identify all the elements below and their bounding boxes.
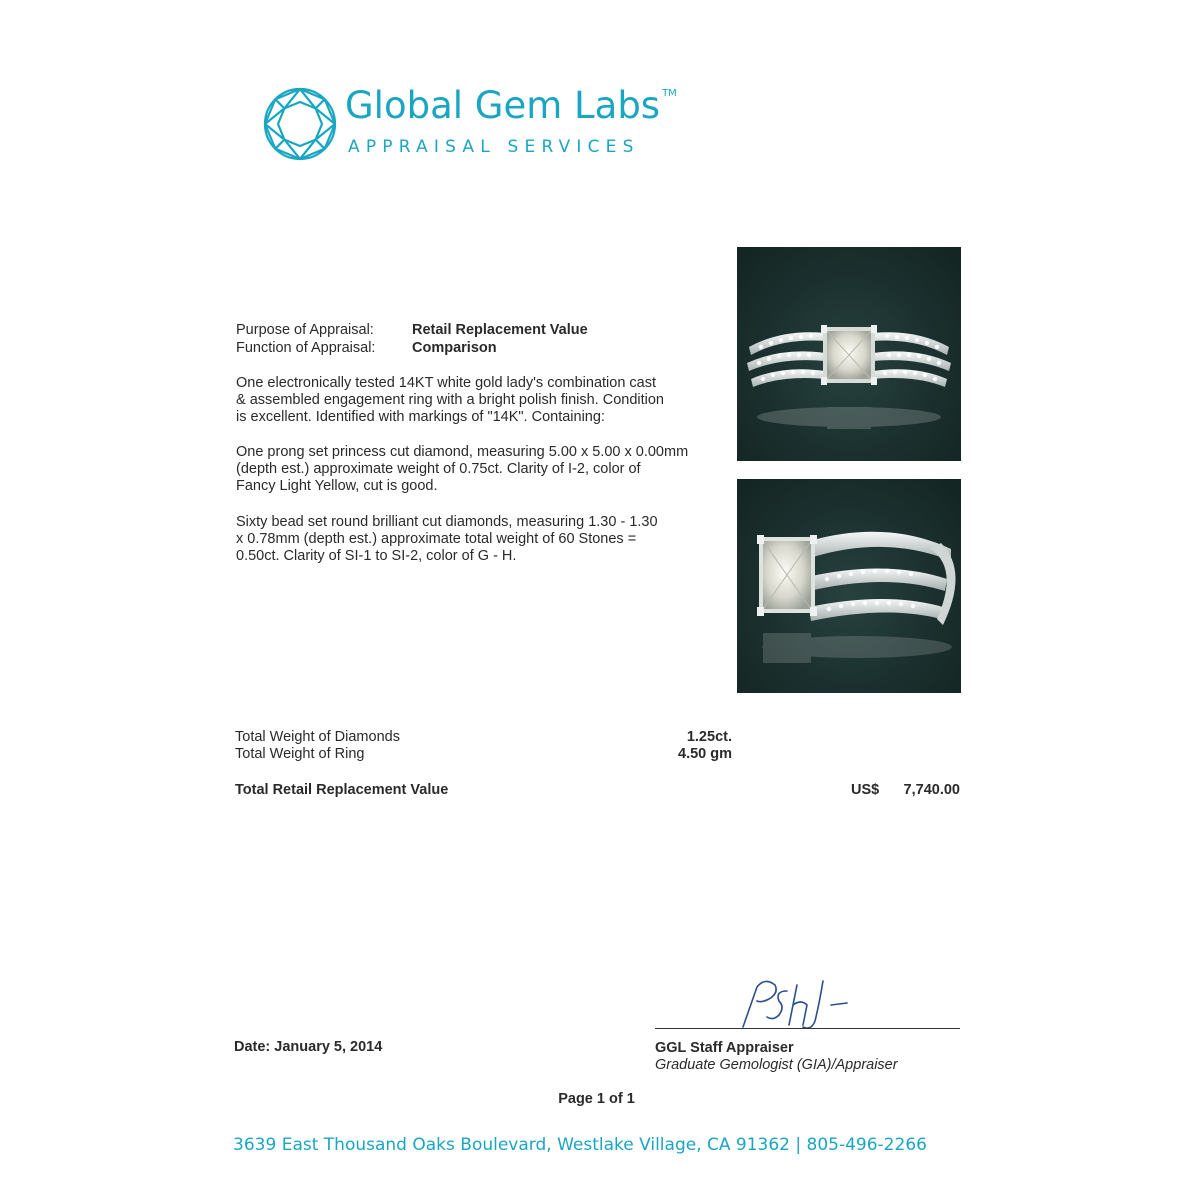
total-diamonds-value: 1.25ct. [686, 729, 732, 745]
brand-tagline: APPRAISAL SERVICES [348, 137, 640, 157]
ring-description-line: is excellent. Identified with markings of "14K". Containing: [236, 409, 605, 425]
side-stones-line: Sixty bead set round brilliant cut diamonds, measuring 1.30 - 1.30 [236, 514, 658, 530]
side-stones-description [236, 514, 658, 565]
currency: US$ [851, 782, 880, 798]
ring-side-view-icon [737, 479, 961, 693]
function-label: Function of Appraisal: [236, 340, 376, 356]
center-stone-description [236, 444, 688, 495]
function-value: Comparison [412, 340, 497, 356]
purpose-label: Purpose of Appraisal: [236, 322, 374, 338]
ring-front-view-icon [737, 247, 961, 461]
ring-description-line: One electronically tested 14KT white gold lady's combination cast [236, 375, 657, 391]
ring-front-photo [737, 247, 961, 461]
purpose-value: Retail Replacement Value [412, 322, 588, 338]
appraiser-title: Graduate Gemologist (GIA)/Appraiser [655, 1057, 898, 1073]
center-stone-line: One prong set princess cut diamond, measuring 5.00 x 5.00 x 0.00mm [236, 444, 689, 460]
ring-description [236, 375, 664, 426]
gem-logo-icon [262, 86, 338, 162]
total-ring-label: Total Weight of Ring [235, 746, 365, 762]
appraisal-date: Date: January 5, 2014 [234, 1039, 383, 1055]
ring-description-line: & assembled engagement ring with a bright polish finish. Condition [236, 392, 664, 408]
page-number: Page 1 of 1 [558, 1091, 635, 1107]
retail-value-amount: 7,740.00 [903, 782, 960, 798]
side-stones-line: x 0.78mm (depth est.) approximate total weight of 60 Stones = [236, 531, 637, 547]
retail-value-label: Total Retail Replacement Value [235, 782, 449, 798]
signature-line [655, 1028, 960, 1029]
ring-side-photo [737, 479, 961, 693]
center-stone-line: (depth est.) approximate weight of 0.75ct. Clarity of I-2, color of [236, 461, 641, 477]
trademark: TM [662, 88, 677, 99]
side-stones-line: 0.50ct. Clarity of SI-1 to SI-2, color of G - H. [236, 548, 517, 564]
brand-name: Global Gem Labs ™ [345, 84, 677, 127]
footer-address: 3639 East Thousand Oaks Boulevard, Westlake Village, CA 91362 | 805-496-2266 [233, 1135, 927, 1155]
appraiser-name: GGL Staff Appraiser [655, 1040, 794, 1056]
center-stone-line: Fancy Light Yellow, cut is good. [236, 478, 438, 494]
total-diamonds-label: Total Weight of Diamonds [235, 729, 400, 745]
total-ring-value: 4.50 gm [678, 746, 732, 762]
signature-image [735, 975, 855, 1033]
